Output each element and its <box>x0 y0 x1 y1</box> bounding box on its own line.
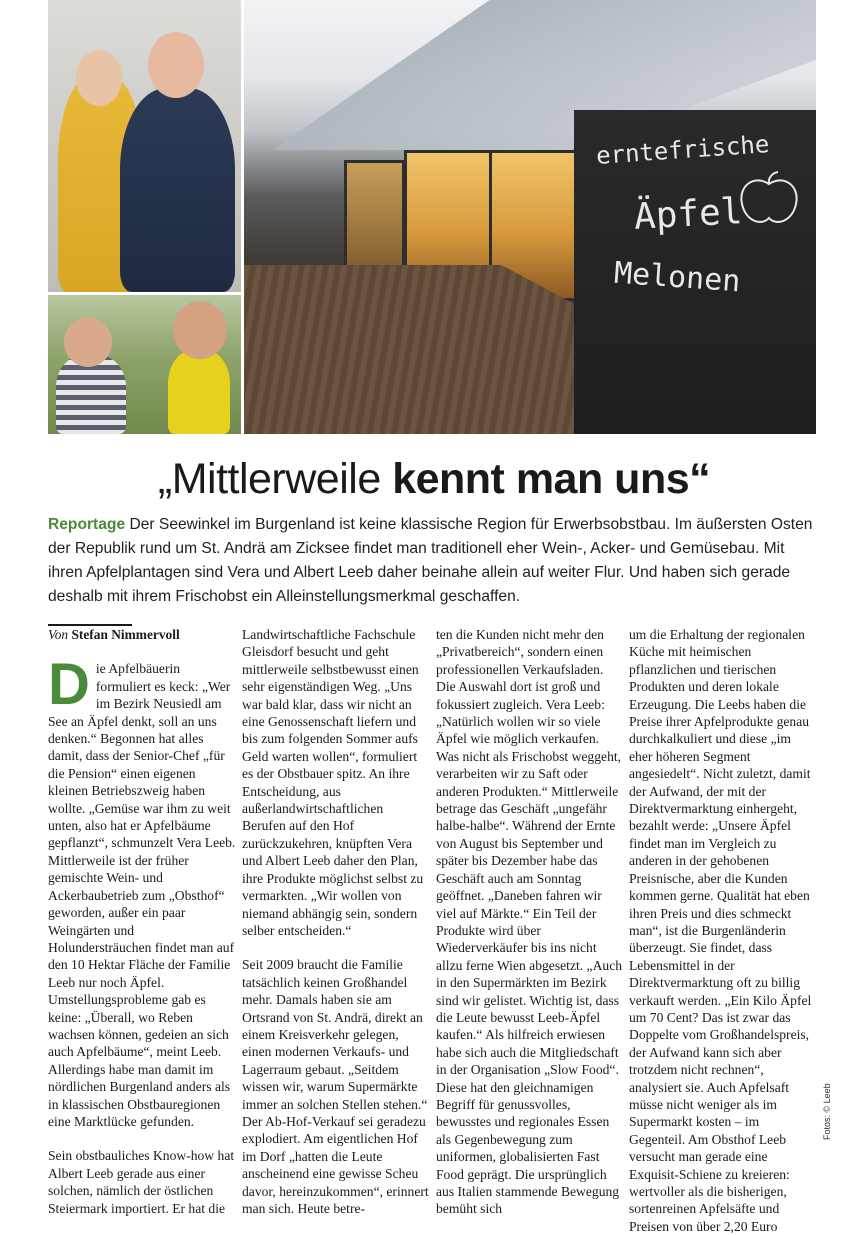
article-lead <box>48 513 818 609</box>
article-column-2 <box>242 626 430 1217</box>
byline <box>48 626 236 643</box>
article-column-3 <box>436 626 624 1218</box>
photo-credit: Fotos: © Leeb <box>822 1083 832 1140</box>
lead-kicker: Reportage <box>48 516 126 533</box>
article-headline <box>0 452 868 506</box>
paragraph-text: ie Apfelbäuerin formuliert es keck: „Wer im Bezirk Neusiedl am See an Äpfel denkt, soll an uns denken.“ Begonnen hat alles damit, dass der Senior-Chef „für die Pension“ einen eigenen kleinen Betriebszweig haben wollte. „Gemüse war ihm zu weit unten, also hat er Apfelbäume gepflanzt“, schmunzelt Vera Leeb. Mittlerweile ist der früher gemischte Wein- und Ackerbaubetrieb zum „Obsthof“ geworden, außer ein paar Weingärten und Holundersträuchen findet man auf den 10 Hektar Fläche der Familie Leeb nur noch Äpfel. Umstellungsprobleme gab es keine: „Überall, wo Reben wachsen können, gedeien an sich auch Apfelbäume“, meint Leeb. Allerdings habe man damit im nördlichen Burgenland anders als in klassischen Obstbauregionen eine Marktlücke gefunden. <box>48 661 236 1129</box>
paragraph: ten die Kunden nicht mehr den „Privatbereich“, sondern einen professionellen Verkaufsladen. Die Auswahl dort ist groß und fokussiert zugleich. Vera Leeb: „Natürlich wollen wir so viele Äpfel wie möglich verkaufen. Was nicht als Frischobst weggeht, verarbeiten wir zu Saft oder anderen Produkten.“ Mittlerweile betrage das Geschäft „ungefähr halbe-halbe“. Während der Ernte von August bis September und später bis Dezember habe das Geschäft auch am Sonntag geöffnet. „Daneben fahren wir viel auf Märkte.“ Ein Teil der Produkte wird über Wiederverkäufer bis ins nicht allzu ferne Wien abgesetzt. „Auch in den Supermärkten im Bezirk sind wir gelistet. Wichtig ist, dass die Leute bewusst Leeb-Äpfel kaufen.“ Als hilfreich erwiesen habe sich auch die Mitgliedschaft in der Organisation „Slow Food“. Diese hat den gleichnamigen Begriff für genussvolles, bewusstes und regionales Essen als Gegenbewegung zum uniformen, globalisierten Fast Food geprägt. Die ursprünglich aus Italien stammende Bewegung bemüht sich <box>436 627 623 1217</box>
girl-right-figure <box>168 350 230 434</box>
paragraph: Sein obstbauliches Know-how hat Albert Leeb gerade aus einer solchen, nämlich der östlichen Steiermark importiert. Er hat die <box>48 1148 235 1216</box>
girl-left-head <box>64 317 112 367</box>
woman-head <box>76 50 122 106</box>
photo-farm-shop <box>244 0 816 434</box>
paragraph: um die Erhaltung der regionalen Küche mit heimischen pflanzlichen und tierischen Produkten und deren lokale Erzeugung. Die Leebs haben die Preise ihrer Apfelprodukte genau durchkalkuliert und diese „im eher höheren Segment angesiedelt“. Nicht zuletzt, damit der Aufwand, der mit der Direktvermarktung einhergeht, bezahlt werde: „Unsere Äpfel findet man im Vergleich zu anderen in der gehobenen Preisnische, aber die Kunden kommen gerne. Qualität hat eben ihren Preis und dies schmeckt man“, ist die Burgenländerin überzeugt. Sie findet, dass Lebensmittel in der Direktvermarktung oft zu billig verkauft werden. „Ein Kilo Äpfel um 70 Cent? Das ist zwar das Doppelte vom Großhandelspreis, der Aufwand kann sich aber trotzdem nicht rechnen“, analysiert sie. Auch Apfelsaft müsse nicht weniger als im Supermarkt kosten – im Gegenteil. Am Obsthof Leeb versucht man gerade eine Exquisit-Schiene zu kreieren: wertvoller als die bisherigen, sortenreinen Apfelsäfte und Preisen von über 2,20 Euro <box>629 627 812 1234</box>
byline-author: Stefan Nimmervoll <box>71 627 180 642</box>
man-head <box>148 32 204 98</box>
byline-prefix: Von <box>48 627 69 642</box>
drop-cap: D <box>48 652 90 718</box>
paragraph: Landwirtschaftliche Fachschule Gleisdorf besucht und geht mittlerweile selbstbewusst einen sehr eigenständigen Weg. „Uns war bald klar, dass wir nicht an eine Genossenschaft liefern und bis zum folgenden Sommer aufs Geld warten wollen“, formuliert es der Obstbauer spitz. An ihre Entscheidung, aus außerlandwirtschaftlichen Berufen auf den Hof zurückzukehren, knüpften Vera und Albert Leeb daher den Plan, ihre Produkte möglichst selbst zu vermarkten. „Wir wollen von niemand abhängig sein, sondern selber entscheiden.“ <box>242 627 424 938</box>
chalk-text-line3: Melonen <box>612 255 742 300</box>
photo-children <box>48 295 241 434</box>
photo-block <box>48 0 816 434</box>
photo-couple <box>48 0 241 292</box>
headline-part-light: „Mittlerweile <box>157 455 393 503</box>
apple-chalk-icon <box>734 170 804 230</box>
lead-text: Der Seewinkel im Burgenland ist keine klassische Region für Erwerbsobstbau. Im äußersten Osten der Republik rund um St. Andrä am Zicksee findet man traditionell eher Wein-, Acker- und Gemüsebau. Mit ihren Apfelplantagen sind Vera und Albert Leeb daher beinahe allein auf weiter Flur. Und haben sich gerade deshalb mit ihrem Frischobst ein Alleinstellungsmerkmal geschaffen. <box>48 516 813 605</box>
article-column-1 <box>48 626 236 1217</box>
paragraph: Seit 2009 braucht die Familie tatsächlich keinen Großhandel mehr. Damals haben sie am Ortsrand von St. Andrä, direkt an einem Kreisverkehr gelegen, einen modernen Verkaufs- und Lagerraum gebaut. „Seitdem wissen wir, warum Supermärkte immer an solchen Stellen stehen.“ Der Ab-Hof-Verkauf sei geradezu explodiert. Am eigentlichen Hof im Dorf „hatten die Leute anscheinend eine gewisse Scheu davor, hereinzukommen“, erinnert man sich. Heute betre- <box>242 957 429 1216</box>
chalk-text-line1: erntefrische <box>595 129 771 171</box>
headline-part-bold: kennt man uns“ <box>392 455 711 503</box>
chalkboard-wall <box>574 110 816 434</box>
girl-right-head <box>173 301 227 359</box>
girl-left-figure <box>56 355 126 434</box>
article-column-4 <box>629 626 817 1235</box>
chalk-text-line2: Äpfel <box>633 191 744 238</box>
man-figure <box>120 88 235 292</box>
paragraph <box>48 652 236 1130</box>
